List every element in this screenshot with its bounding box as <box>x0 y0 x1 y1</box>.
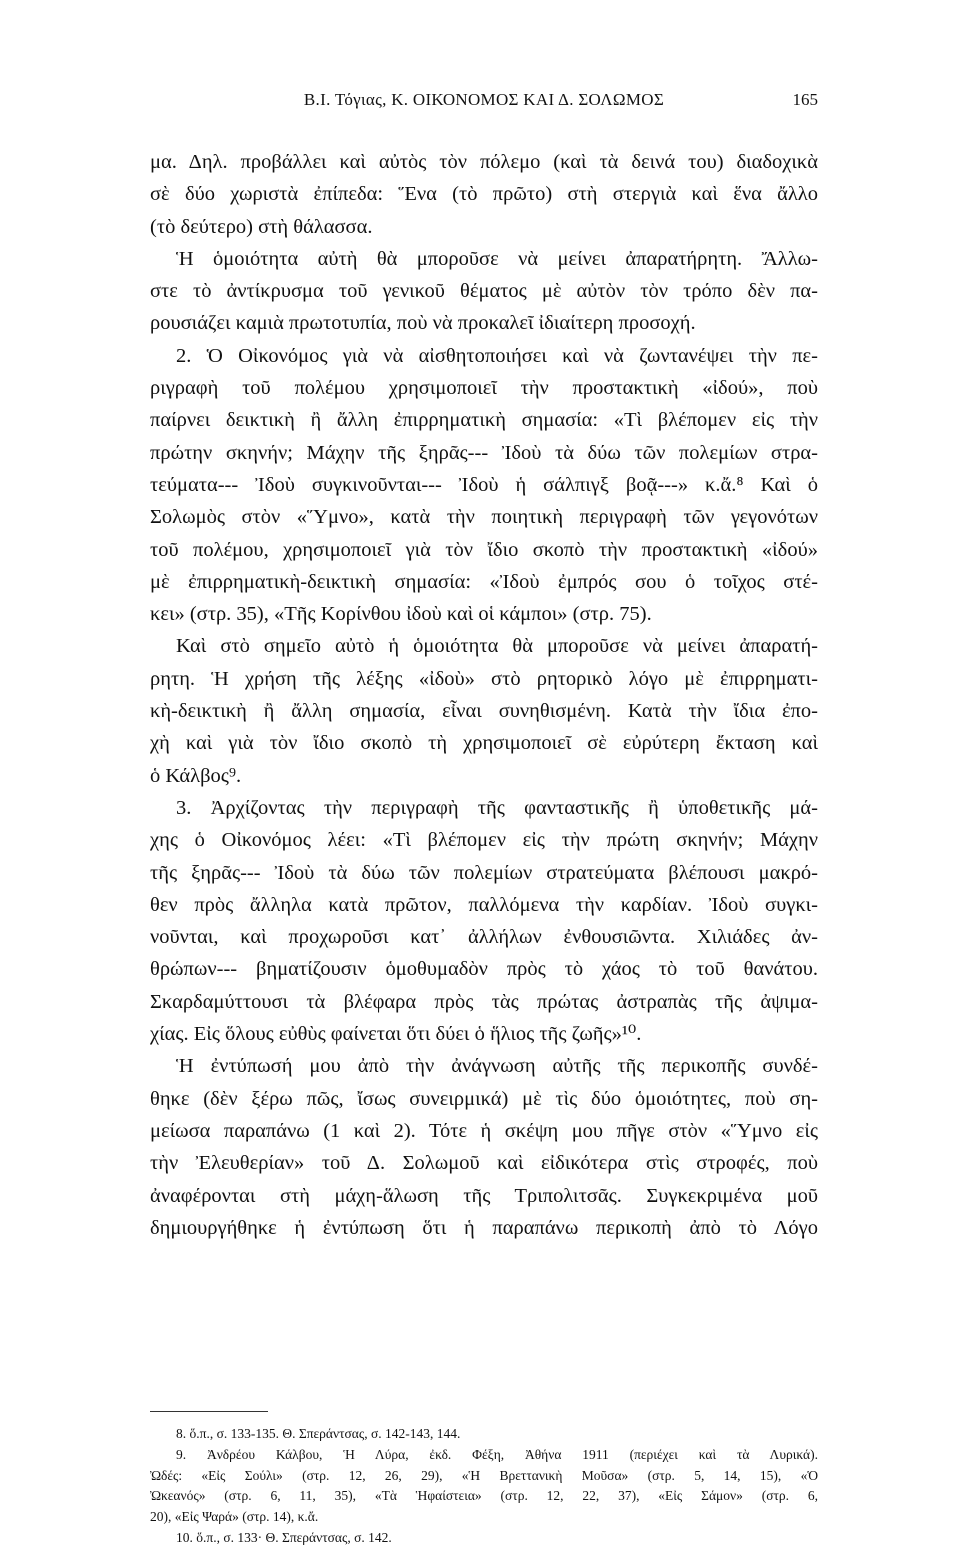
text-line: στε τὸ ἀντίκρυσμα τοῦ γενικοῦ θέματος μὲ αὐτὸν τὸν τρόπο δὲν πα- <box>150 280 818 303</box>
text-line: θηκε (δὲν ξέρω πῶς, ἴσως συνειρμικά) μὲ τὶς δύο ὁμοιότητες, ποὺ ση- <box>150 1087 818 1110</box>
footnote-line: 20), «Εἰς Ψαρά» (στρ. 14), κ.ἄ. <box>150 1509 319 1525</box>
footnote-rule <box>150 1411 268 1412</box>
text-line: δημιουργήθηκε ἡ ἐντύπωση ὅτι ἡ παραπάνω περικοπὴ ἀπὸ τὸ Λόγο <box>150 1216 818 1239</box>
text-line: τὴν Ἐλευθερίαν» τοῦ Δ. Σολωμοῦ καὶ εἰδικότερα στὶς στροφές, ποὺ <box>150 1152 818 1175</box>
text-line: κει» (στρ. 35), «Τῆς Κορίνθου ἰδοὺ καὶ οἱ κάμποι» (στρ. 75). <box>150 603 652 626</box>
text-line: θεν πρὸς ἄλληλα κατὰ πρῶτον, παλλόμενα τὴν καρδίαν. Ἰδοὺ συγκι- <box>150 893 818 916</box>
text-line: παίρνει δεικτικὴ ἢ ἄλλη ἐπιρρηματικὴ σημασία: «Τὶ βλέπομεν εἰς τὴν <box>150 409 818 432</box>
text-line: Ἡ ἐντύπωσή μου ἀπὸ τὴν ἀνάγνωση αὐτῆς τῆς περικοπῆς συνδέ- <box>176 1055 818 1078</box>
page-header <box>150 90 818 120</box>
body-text <box>150 146 818 1244</box>
text-line: Ἡ ὁμοιότητα αὐτὴ θὰ μποροῦσε νὰ μείνει ἀπαρατήρητη. Ἄλλω- <box>176 247 818 270</box>
text-line: σὲ δύο χωριστὰ ἐπίπεδα: Ἕνα (τὸ πρῶτο) στὴ στεργιὰ καὶ ἕνα ἄλλο <box>150 183 818 206</box>
footnote-line: Ὠκεανός» (στρ. 6, 11, 35), «Τὰ Ἡφαίστεια» (στρ. 12, 22, 37), «Εἰς Σάμον» (στρ. 6, <box>150 1488 818 1504</box>
page-number: 165 <box>792 90 818 109</box>
text-line: θρώπων--- βηματίζουσιν ὁμοθυμαδὸν πρὸς τὸ χάος τὸ τοῦ θανάτου. <box>150 958 818 981</box>
text-line: ρουσιάζει καμιὰ πρωτοτυπία, ποὺ νὰ προκαλεῖ ἰδιαίτερη προσοχή. <box>150 312 696 335</box>
text-line: τεύματα--- Ἰδοὺ συγκινοῦνται--- Ἰδοὺ ἡ σάλπιγξ βοᾷ---» κ.ἄ.⁸ Καὶ ὁ <box>150 473 818 496</box>
footnote-line: 8. ὅ.π., σ. 133-135. Θ. Σπεράντσας, σ. 142-143, 144. <box>176 1426 461 1441</box>
footnote-line: Ὠδές: «Εἰς Σούλι» (στρ. 12, 26, 29), «Ἡ Βρεττανικὴ Μοῦσα» (στρ. 5, 14, 15), «Ὁ <box>150 1467 818 1483</box>
text-line: μείωσα παραπάνω (1 καὶ 2). Τότε ἡ σκέψη μου πῆγε στὸν «Ὕμνο εἰς <box>150 1119 818 1142</box>
text-line: Σολωμὸς στὸν «Ὕμνο», κατὰ τὴν ποιητικὴ περιγραφὴ τῶν γεγονότων <box>150 506 818 529</box>
text-line: ἀναφέρονται στὴ μάχη-ἅλωση τῆς Τριπολιτσᾶς. Συγκεκριμένα μοῦ <box>150 1184 818 1207</box>
footnote-line: 10. ὅ.π., σ. 133· Θ. Σπεράντσας, σ. 142. <box>176 1529 392 1545</box>
text-line: μὲ ἐπιρρηματικὴ-δεικτικὴ σημασία: «Ἰδοὺ ἐμπρός σου ὁ τοῖχος στέ- <box>150 570 818 593</box>
text-line: μα. Δηλ. προβάλλει καὶ αὐτὸς τὸν πόλεμο (καὶ τὰ δεινά του) διαδοχικὰ <box>150 151 818 173</box>
text-line: τοῦ πολέμου, χρησιμοποιεῖ γιὰ τὸν ἴδιο σκοπὸ τὴν προστακτικὴ «ἰδού» <box>150 538 818 561</box>
running-head: Β.Ι. Τόγιας, Κ. ΟΙΚΟΝΟΜΟΣ ΚΑΙ Δ. ΣΟΛΩΜΟΣ <box>303 90 665 109</box>
text-line: χίας. Εἰς ὅλους εὐθὺς φαίνεται ὅτι δύει ὁ ἥλιος τῆς ζωῆς»¹⁰. <box>150 1023 642 1046</box>
text-line: Σκαρδαμύττουσι τὰ βλέφαρα πρὸς τὰς πρώτας ἀστραπὰς τῆς ἀψιμα- <box>150 990 818 1013</box>
footnote-line: 9. Ἀνδρέου Κάλβου, Ἡ Λύρα, ἐκδ. Φέξη, Ἀθήνα 1911 (περιέχει καὶ τὰ Λυρικά). <box>176 1446 818 1462</box>
text-line: ὁ Κάλβος⁹. <box>150 764 242 787</box>
text-line: (τὸ δεύτερο) στὴ θάλασσα. <box>150 215 373 238</box>
text-line: ριγραφὴ τοῦ πολέμου χρησιμοποιεῖ τὴν προστακτικὴ «ἰδού», ποὺ <box>150 377 818 400</box>
text-line: 3. Ἀρχίζοντας τὴν περιγραφὴ τῆς φανταστικῆς ἢ ὑποθετικῆς μά- <box>176 796 818 819</box>
text-line: 2. Ὁ Οἰκονόμος γιὰ νὰ αἰσθητοποιήσει καὶ νὰ ζωντανέψει τὴν πε- <box>176 344 818 367</box>
footnotes <box>150 1424 818 1549</box>
text-line: χὴ καὶ γιὰ τὸν ἴδιο σκοπὸ τὴ χρησιμοποιεῖ σὲ εὐρύτερη ἔκταση καὶ <box>150 732 818 755</box>
text-line: κὴ-δεικτικὴ ἢ ἄλλη σημασία, εἶναι συνηθισμένη. Κατὰ τὴν ἴδια ἐπο- <box>150 700 818 723</box>
text-line: χης ὁ Οἰκονόμος λέει: «Τὶ βλέπομεν εἰς τὴν πρώτη σκηνήν; Μάχην <box>150 829 818 852</box>
text-line: Καὶ στὸ σημεῖο αὐτὸ ἡ ὁμοιότητα θὰ μποροῦσε νὰ μείνει ἀπαρατή- <box>176 635 818 658</box>
text-line: τῆς ξηρᾶς--- Ἰδοὺ τὰ δύω τῶν πολεμίων στρατεύματα βλέπουσι μακρό- <box>150 861 818 884</box>
text-line: νοῦνται, καὶ προχωροῦσι κατ᾽ ἀλλήλων ἐνθουσιῶντα. Χιλιάδες ἀν- <box>150 926 818 949</box>
text-line: ρητη. Ἡ χρήση τῆς λέξης «ἰδοὺ» στὸ ρητορικὸ λόγο μὲ ἐπιρρηματι- <box>150 667 818 690</box>
text-line: πρώτην σκηνήν; Μάχην τῆς ξηρᾶς--- Ἰδοὺ τὰ δύω τῶν πολεμίων στρα- <box>150 441 818 464</box>
